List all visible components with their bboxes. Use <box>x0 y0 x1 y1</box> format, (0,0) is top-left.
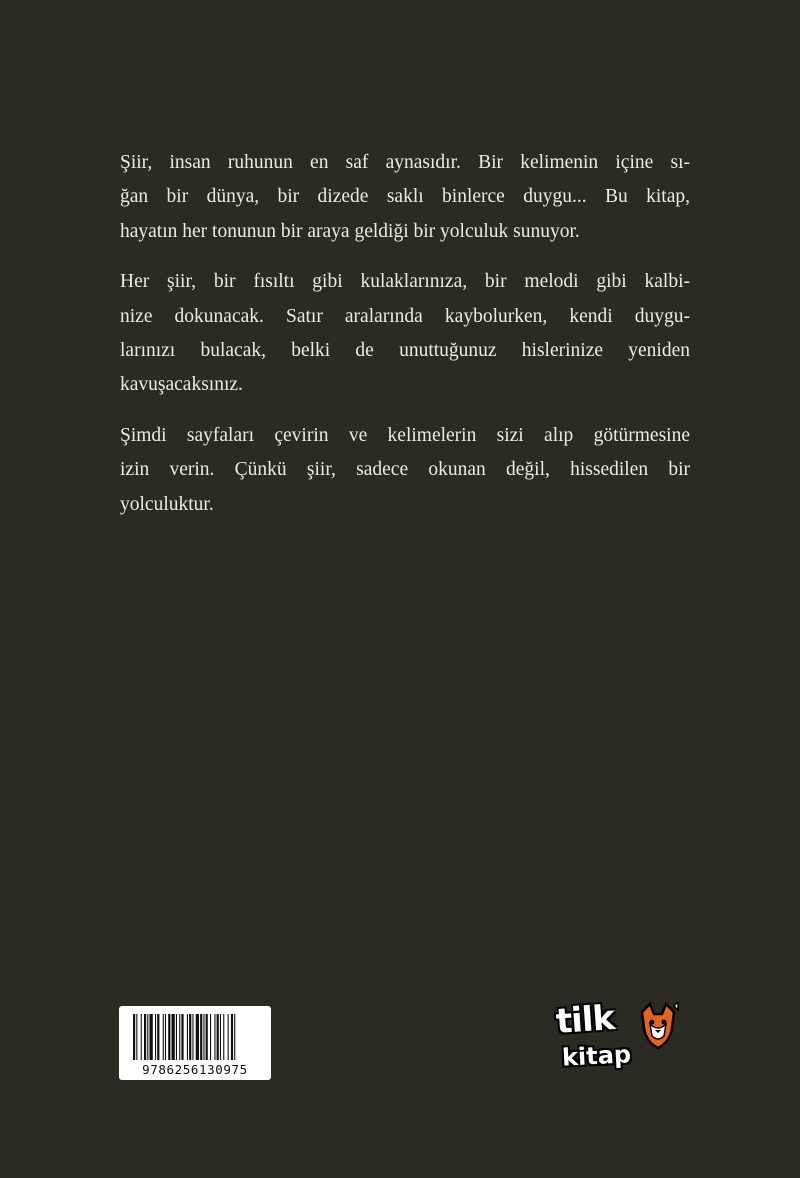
blurb-line: hayatın her tonunun bir araya geldiği bir yolculuk sunuyor. <box>120 220 580 242</box>
blurb-line: ğan bir dünya, bir dizede saklı binlerce duygu... Bu kitap, <box>120 186 690 208</box>
blurb-line: kavuşacaksınız. <box>120 374 243 396</box>
blurb-line: Şiir, insan ruhunun en saf aynasıdır. Bir kelimenin içine sı- <box>120 152 690 173</box>
fox-mascot-icon <box>636 1002 680 1054</box>
blurb-line: yolculuktur. <box>120 493 214 515</box>
isbn-number: 9786256130975 <box>142 1062 248 1077</box>
blurb-line: larınızı bulacak, belki de unuttuğunuz hislerinize yeniden <box>120 339 690 361</box>
blurb-text <box>120 146 690 538</box>
blurb-paragraph-3 <box>120 419 690 522</box>
publisher-logo-word-top: tilk <box>554 998 616 1042</box>
isbn-barcode <box>119 1006 271 1080</box>
blurb-line: nize dokunacak. Satır aralarında kaybolurken, kendi duygu- <box>120 305 690 327</box>
blurb-line: Şimdi sayfaları çevirin ve kelimelerin sizi alıp götürmesine <box>120 424 690 446</box>
publisher-logo-word-bottom: kitap <box>561 1040 632 1072</box>
blurb-paragraph-1 <box>120 146 690 249</box>
blurb-line: izin verin. Çünkü şiir, sadece okunan değil, hissedilen bir <box>120 459 690 481</box>
publisher-logo <box>552 998 682 1084</box>
blurb-paragraph-2 <box>120 265 690 403</box>
barcode-bars <box>133 1014 257 1060</box>
blurb-line: Her şiir, bir fısıltı gibi kulaklarınıza, bir melodi gibi kalbi- <box>120 271 690 293</box>
